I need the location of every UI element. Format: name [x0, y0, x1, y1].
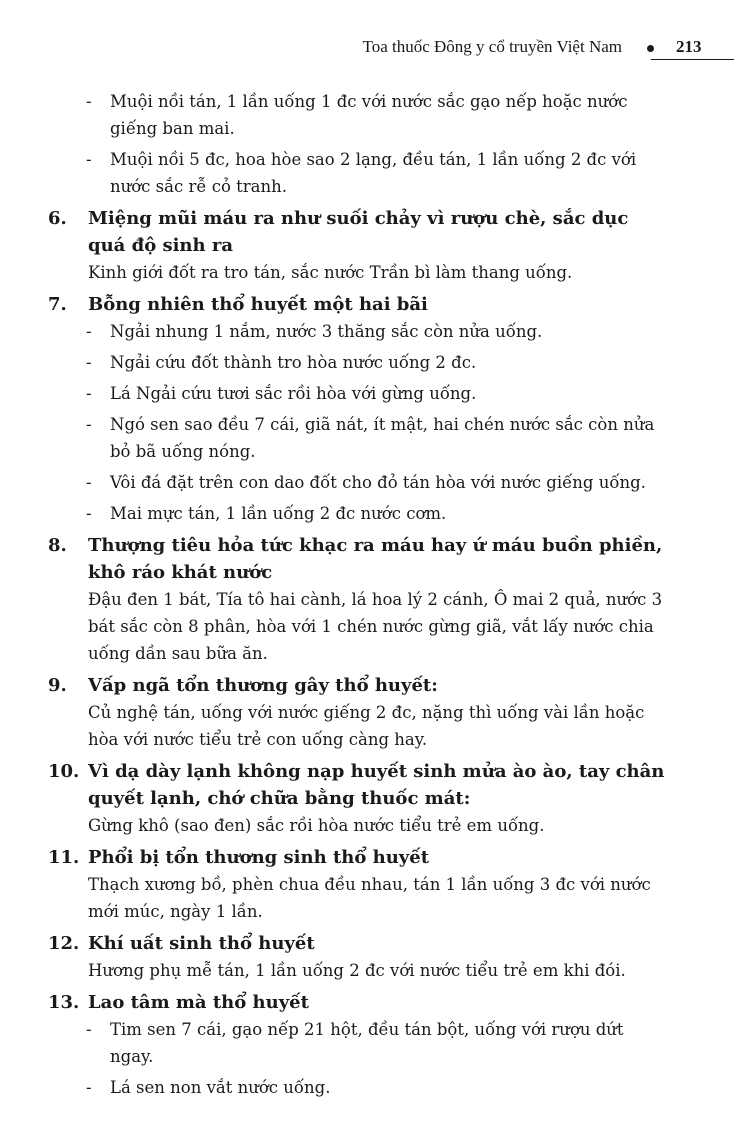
- bullet-dash: -: [86, 473, 92, 492]
- list-item: [48, 318, 668, 345]
- section-heading: Phổi bị tổn thương sinh thổ huyết: [88, 847, 430, 868]
- bullet-dash: -: [86, 504, 92, 523]
- section-number: 13.: [48, 992, 80, 1013]
- section-body: Thạch xương bồ, phèn chua đều nhau, tán 1 lần uống 3 đc với nước mới múc, ngày 1 lần.: [88, 875, 651, 921]
- list-item-text: Vôi đá đặt trên con dao đốt cho đỏ tán hòa với nước giếng uống.: [110, 473, 646, 492]
- bullet-dash: -: [86, 1078, 92, 1097]
- list-item-text: Lá Ngải cứu tươi sắc rồi hòa với gừng uống.: [110, 384, 477, 403]
- list-item-text: Muội nồi 5 đc, hoa hòe sao 2 lạng, đều tán, 1 lần uống 2 đc với nước sắc rễ cỏ tranh.: [110, 150, 637, 196]
- page-header: [0, 34, 734, 64]
- list-item: [48, 146, 668, 200]
- section-body: Kinh giới đốt ra tro tán, sắc nước Trần bì làm thang uống.: [88, 263, 573, 282]
- section-13: [48, 989, 668, 1101]
- bullet-dash: -: [86, 384, 92, 403]
- section-9: [48, 672, 668, 753]
- list-item: [48, 1016, 668, 1070]
- section-8: [48, 532, 668, 667]
- section-body: Củ nghệ tán, uống với nước giếng 2 đc, nặng thì uống vài lần hoặc hòa với nước tiểu trẻ con uống càng hay.: [88, 703, 645, 749]
- section-number: 12.: [48, 933, 80, 954]
- running-title: Toa thuốc Đông y cổ truyền Việt Nam: [362, 37, 622, 56]
- section-body: Hương phụ mễ tán, 1 lần uống 2 đc với nước tiểu trẻ em khi đói.: [88, 961, 626, 980]
- bullet-dash: -: [86, 353, 92, 372]
- bullet-dash: -: [86, 1020, 92, 1039]
- section-number: 10.: [48, 761, 80, 782]
- list-item: [48, 500, 668, 527]
- header-bullet-icon: [647, 45, 654, 52]
- section-11: [48, 844, 668, 925]
- list-item-text: Ngải cứu đốt thành tro hòa nước uống 2 đc.: [110, 353, 477, 372]
- section-heading: Khí uất sinh thổ huyết: [88, 933, 315, 954]
- section-number: 9.: [48, 675, 67, 696]
- section-12: [48, 930, 668, 984]
- list-item-text: Ngải nhung 1 nắm, nước 3 thăng sắc còn nửa uống.: [110, 322, 543, 341]
- section-heading: Vấp ngã tổn thương gây thổ huyết:: [88, 675, 438, 696]
- section-number: 11.: [48, 847, 80, 868]
- list-item-text: Ngó sen sao đều 7 cái, giã nát, ít mật, hai chén nước sắc còn nửa bỏ bã uống nóng.: [110, 415, 655, 461]
- section-heading: Vì dạ dày lạnh không nạp huyết sinh mửa ào ào, tay chân quyết lạnh, chớ chữa bằng thuốc mát:: [88, 761, 665, 809]
- section-10: [48, 758, 668, 839]
- section-7: [48, 291, 668, 527]
- section-heading: Thượng tiêu hỏa tức khạc ra máu hay ứ máu buồn phiền, khô ráo khát nước: [88, 535, 663, 583]
- bullet-dash: -: [86, 150, 92, 169]
- list-item: [48, 349, 668, 376]
- bullet-dash: -: [86, 415, 92, 434]
- list-item-text: Muội nồi tán, 1 lần uống 1 đc với nước sắc gạo nếp hoặc nước giếng ban mai.: [110, 92, 628, 138]
- list-item-text: Mai mực tán, 1 lần uống 2 đc nước cơm.: [110, 504, 447, 523]
- list-item: [48, 1074, 668, 1101]
- page-number: 213: [676, 37, 702, 56]
- section-number: 8.: [48, 535, 67, 556]
- page-content: [48, 88, 668, 1101]
- section-body: Gừng khô (sao đen) sắc rồi hòa nước tiểu trẻ em uống.: [88, 816, 545, 835]
- header-rule: [651, 59, 734, 60]
- list-item: [48, 411, 668, 465]
- section-number: 6.: [48, 208, 67, 229]
- list-item: [48, 380, 668, 407]
- list-item-text: Tim sen 7 cái, gạo nếp 21 hột, đều tán bột, uống với rượu dứt ngay.: [110, 1020, 624, 1066]
- section-number: 7.: [48, 294, 67, 315]
- section-body: Đậu đen 1 bát, Tía tô hai cành, lá hoa lý 2 cánh, Ô mai 2 quả, nước 3 bát sắc còn 8 phân, hòa với 1 chén nước gừng giã, vắt lấy nước chia uống dần sau bữa ăn.: [88, 590, 663, 663]
- section-heading: Lao tâm mà thổ huyết: [88, 992, 309, 1013]
- list-item: [48, 88, 668, 142]
- list-item: [48, 469, 668, 496]
- bullet-dash: -: [86, 322, 92, 341]
- list-item-text: Lá sen non vắt nước uống.: [110, 1078, 331, 1097]
- section-heading: Miệng mũi máu ra như suối chảy vì rượu chè, sắc dục quá độ sinh ra: [88, 208, 629, 256]
- section-heading: Bỗng nhiên thổ huyết một hai bãi: [88, 294, 428, 315]
- section-6: [48, 205, 668, 286]
- bullet-dash: -: [86, 92, 92, 111]
